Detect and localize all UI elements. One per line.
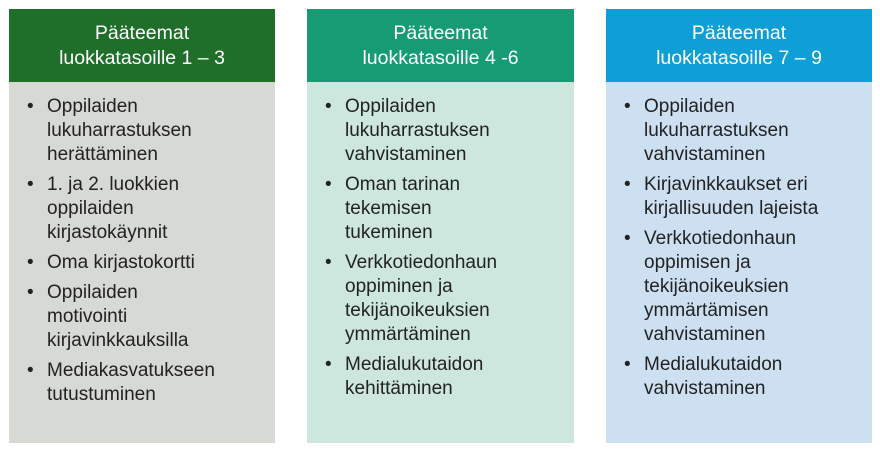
bullet-icon: •	[27, 360, 34, 381]
column-title-line1: Pääteemat	[94, 21, 190, 44]
list-item: • Mediakasvatukseen tutustuminen	[27, 360, 215, 405]
column-header	[606, 9, 872, 82]
list-item: • Oppilaiden motivointi kirjavinkkauksilla	[27, 282, 189, 351]
bullet-icon: •	[27, 282, 34, 303]
theme-list	[323, 95, 560, 401]
column-header	[9, 9, 275, 82]
theme-list	[622, 95, 858, 401]
column-grades-7-9	[606, 9, 872, 443]
column-grades-1-3	[9, 9, 275, 443]
list-item: • Medialukutaidon vahvistaminen	[624, 354, 783, 399]
bullet-icon: •	[27, 174, 34, 195]
bullet-icon: •	[325, 174, 332, 195]
theme-list	[25, 95, 261, 407]
column-title-line2: luokkatasoille 4 -6	[362, 46, 519, 69]
column-title-line2: luokkatasoille 1 – 3	[59, 46, 225, 69]
list-item: • Oppilaiden lukuharrastuksen herättäminen	[27, 96, 192, 165]
bullet-icon: •	[624, 228, 631, 249]
column-body	[307, 82, 574, 443]
column-header	[307, 9, 574, 82]
bullet-icon: •	[325, 96, 332, 117]
list-item: • Medialukutaidon kehittäminen	[325, 354, 484, 399]
column-title-line2: luokkatasoille 7 – 9	[656, 46, 822, 69]
bullet-icon: •	[624, 354, 631, 375]
bullet-icon: •	[624, 96, 631, 117]
list-item: • Verkkotiedonhaun oppimisen ja tekijänoikeuksien ymmärtämisen vahvistaminen	[624, 228, 797, 345]
list-item: • Oppilaiden lukuharrastuksen vahvistaminen	[325, 96, 490, 165]
list-item: • Oman tarinan tekemisen tukeminen	[325, 174, 461, 243]
list-item: • Oppilaiden lukuharrastuksen vahvistaminen	[624, 96, 789, 165]
list-item: • Oma kirjastokortti	[27, 252, 195, 273]
bullet-icon: •	[325, 354, 332, 375]
bullet-icon: •	[624, 174, 631, 195]
list-item: • Kirjavinkkaukset eri kirjallisuuden lajeista	[624, 174, 819, 219]
bullet-icon: •	[27, 96, 34, 117]
bullet-icon: •	[27, 252, 34, 273]
column-body	[9, 82, 275, 443]
list-item: • 1. ja 2. luokkien oppilaiden kirjastokäynnit	[27, 174, 180, 243]
bullet-icon: •	[325, 252, 332, 273]
column-title-line1: Pääteemat	[393, 21, 488, 44]
column-body	[606, 82, 872, 443]
list-item: • Verkkotiedonhaun oppiminen ja tekijänoikeuksien ymmärtäminen	[325, 252, 498, 345]
column-grades-4-6	[307, 9, 574, 443]
column-title-line1: Pääteemat	[691, 21, 787, 44]
